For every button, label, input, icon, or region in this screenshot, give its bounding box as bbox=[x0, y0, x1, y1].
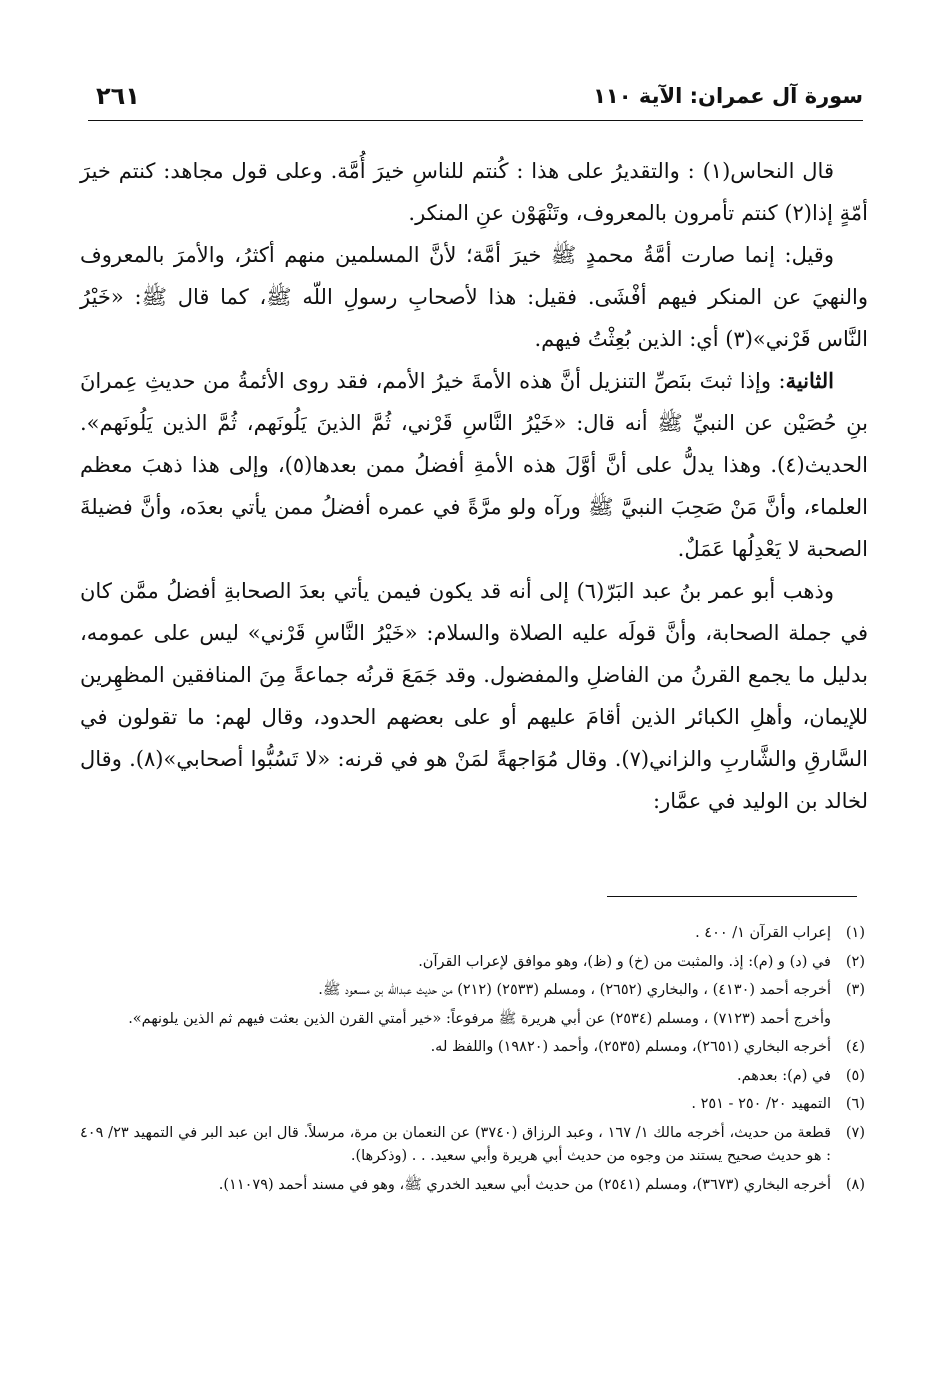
footnote bbox=[80, 1174, 865, 1198]
paragraph-text: قال النحاس(١) : والتقديرُ على هذا : كُنتم للناسِ خيرَ أُمَّة. وعلى قول مجاهد: كنتم خيرَ أمّةٍ إذا(٢) كنتم تأمرون بالمعروف، وتَنْهَوْن عنِ المنكر. bbox=[80, 159, 868, 225]
footnote-number: (٣) bbox=[845, 982, 865, 998]
footnote-text: أخرجه البخاري (٢٦٥١)، ومسلم (٢٥٣٥)، وأحمد (١٩٨٢٠) واللفظ له. bbox=[430, 1039, 831, 1055]
footnote-number: (٢) bbox=[845, 953, 865, 970]
section-lead: الثانية bbox=[785, 368, 834, 393]
footnote-text: وأخرج أحمد (٧١٢٣) ، ومسلم (٢٥٣٤) عن أبي هريرة ﷺ مرفوعاً: «خير أمتي القرن الذين بعثت فيهم ثم الذين يلونهم». bbox=[128, 1010, 831, 1027]
paragraph bbox=[80, 360, 868, 570]
footnote bbox=[80, 1036, 865, 1060]
paragraph-text: وذهب أبو عمر بنُ عبد البَرّ(٦) إلى أنه قد يكون فيمن يأتي بعدَ الصحابةِ أفضلُ ممَّن كان في جملة الصحابة، وأنَّ قولَه عليه الصلاة والسلام: «خَيْرُ النَّاسِ قَرْني» ليس على عمومه، بدليل ما يجمع القرنُ من الفاضلِ والمفضول. وقد جَمَعَ قرنُه جماعةً مِنَ المنافقين المظهِرين للإيمان، وأهلِ الكبائر الذين أقامَ عليهم أو على بعضهم الحدود، وقال لهم: ما تقولون في السَّارقِ والشَّاربِ والزاني(٧). وقال مُوَاجهةً لمَنْ هو في قرنه: «لا تَسُبُّوا أصحابي»(٨). وقال لخالد بن الوليد في عمَّار: bbox=[80, 579, 868, 813]
header-rule bbox=[88, 120, 863, 121]
paragraph-text: : وإذا ثبتَ بنَصِّ التنزيل أنَّ هذه الأمةَ خيرُ الأمم، فقد روى الأئمةُ من حديثِ عِمرانَ بنِ حُصَيْن عن النبيِّ ﷺ أنه قال: «خَيْرُ النَّاسِ قَرْني، ثُمَّ الذينَ يَلُونَهم، ثُمَّ الذين يَلُونَهم». الحديث(٤). وهذا يدلُّ على أنَّ أوَّلَ هذه الأمةِ أفضلُ ممن بعدها(٥)، وإلى هذا ذهبَ معظم العلماء، وأنَّ مَنْ صَحِبَ النبيَّ ﷺ ورآه ولو مرَّةً في عمره أفضلُ ممن يأتي بعدَه، وأنَّ فضيلةَ الصحبة لا يَعْدِلُها عَمَلٌ. bbox=[80, 369, 868, 561]
footnotes bbox=[80, 922, 865, 1202]
footnote bbox=[80, 1122, 865, 1169]
running-title: سورة آل عمران: الآية ١١٠ bbox=[593, 84, 863, 108]
paragraph bbox=[80, 234, 868, 360]
footnote bbox=[80, 1093, 865, 1117]
footnote-text: أخرجه البخاري (٣٦٧٣)، ومسلم (٢٥٤١) من حديث أبي سعيد الخدري ﷺ، وهو في مسند أحمد (١١٠٧٩). bbox=[218, 1176, 831, 1193]
paragraph bbox=[80, 150, 868, 234]
footnote bbox=[80, 1008, 865, 1032]
footnote bbox=[80, 922, 865, 946]
footnote bbox=[80, 951, 865, 975]
footnote bbox=[80, 1065, 865, 1089]
page-number: ٢٦١ bbox=[96, 82, 140, 110]
footnote-number: (٥) bbox=[845, 1067, 865, 1084]
paragraph-text: وقيل: إنما صارت أمَّةُ محمدٍ ﷺ خيرَ أمَّة؛ لأنَّ المسلمين منهم أكثرُ، والأمرَ بالمعروف والنهيَ عن المنكر فيهم أفْشَى. فقيل: هذا لأصحابِ رسولِ اللّه ﷺ، كما قال ﷺ: «خَيْرُ النَّاس قَرْني»(٣) أي: الذين بُعِثْتُ فيهم. bbox=[80, 243, 868, 351]
footnote-number: (٤) bbox=[845, 1039, 865, 1055]
footnote-text: إعراب القرآن ١/ ٤٠٠ . bbox=[695, 925, 831, 941]
footnote-separator bbox=[607, 896, 857, 897]
footnote-number: (٧) bbox=[845, 1124, 865, 1141]
footnote-text: التمهيد ٢٠/ ٢٥٠ - ٢٥١ . bbox=[691, 1096, 831, 1112]
footnote-number: (١) bbox=[845, 925, 865, 941]
footnote-text: أخرجه أحمد (٤١٣٠) ، والبخاري (٢٦٥٢) ، ومسلم (٢٥٣٣) (٢١٢) من حديث عبدالله بن مسعود ﷺ. bbox=[318, 982, 831, 998]
footnote-text: في (د) و (م): إذ. والمثبت من (خ) و (ظ)، وهو موافق لإعراب القرآن. bbox=[418, 953, 831, 970]
paragraph bbox=[80, 570, 868, 822]
page-header bbox=[88, 82, 863, 118]
footnote-number: (٨) bbox=[845, 1176, 865, 1193]
main-text bbox=[80, 150, 868, 822]
footnote-text: قطعة من حديث، أخرجه مالك ١/ ١٦٧ ، وعبد الرزاق (٣٧٤٠) عن النعمان بن مرة، مرسلاً. قال ابن عبد البر في التمهيد ٢٣/ ٤٠٩ : هو حديث صحيح يستند من وجوه من حديث أبي هريرة وأبي سعيد. . . (وذكرها). bbox=[80, 1124, 831, 1164]
footnote-number: (٦) bbox=[845, 1096, 865, 1112]
footnote-text: في (م): بعدهم. bbox=[737, 1067, 831, 1084]
footnote bbox=[80, 979, 865, 1003]
